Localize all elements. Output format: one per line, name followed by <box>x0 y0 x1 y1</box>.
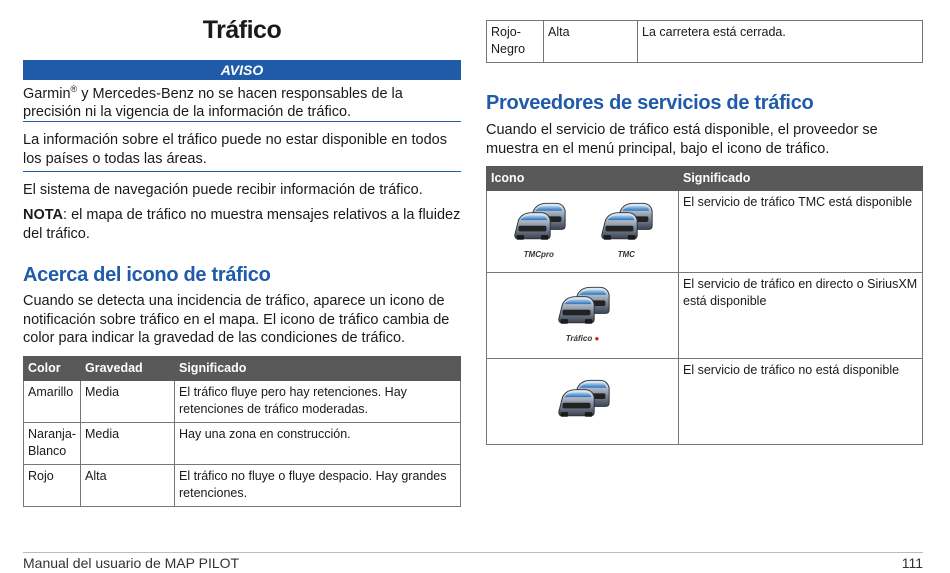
live-badge-icon: ● <box>594 333 600 343</box>
header-meaning: Significado <box>679 167 923 191</box>
table-row <box>487 273 923 359</box>
note-text: : el mapa de tráfico no muestra mensajes relativos a la fluidez del tráfico. <box>23 207 461 242</box>
providers-section-heading: Proveedores de servicios de tráfico <box>486 92 814 114</box>
notice-brand: Garmin <box>23 85 71 102</box>
notice-heading: AVISO <box>23 60 461 80</box>
trafico-live-car-icon <box>555 285 611 347</box>
table-cell: Naranja-Blanco <box>24 423 81 465</box>
header-icon: Icono <box>487 167 679 191</box>
table-cell: Amarillo <box>24 381 81 423</box>
table-cell: El servicio de tráfico no está disponible <box>679 359 923 445</box>
table-header-row <box>24 357 461 381</box>
table-header-row <box>487 167 923 191</box>
table-row <box>24 465 461 507</box>
availability-rule <box>23 171 461 172</box>
icon-cell <box>487 359 679 445</box>
table-cell: Alta <box>544 21 638 63</box>
providers-table <box>486 166 923 445</box>
table-cell: Media <box>81 381 175 423</box>
table-cell: Media <box>81 423 175 465</box>
page-title: Tráfico <box>202 16 282 44</box>
icon-section-heading: Acerca del icono de tráfico <box>23 264 271 286</box>
table-row <box>487 359 923 445</box>
icon-cell <box>487 191 679 273</box>
table-cell: Alta <box>81 465 175 507</box>
header-severity: Gravedad <box>81 357 175 381</box>
notice-body: y Mercedes-Benz no se hacen responsables de la precisión ni la vigencia de la información de tráfico. <box>23 85 403 121</box>
icon-caption: Tráfico ● <box>565 333 600 343</box>
header-color: Color <box>24 357 81 381</box>
table-row <box>487 21 923 63</box>
table-cell: El servicio de tráfico TMC está disponible <box>679 191 923 273</box>
severity-table <box>23 356 461 507</box>
page-number: 111 <box>901 555 923 571</box>
table-cell: El servicio de tráfico en directo o SiriusXM está disponible <box>679 273 923 359</box>
no-traffic-car-icon <box>555 378 611 425</box>
icon-caption: TMCpro <box>523 249 554 259</box>
tmc-pro-car-icon <box>511 201 567 263</box>
table-cell: La carretera está cerrada. <box>638 21 923 63</box>
icon-cell <box>487 273 679 359</box>
table-row <box>24 381 461 423</box>
receive-paragraph: El sistema de navegación puede recibir información de tráfico. <box>23 182 423 198</box>
table-cell: Rojo-Negro <box>487 21 544 63</box>
availability-paragraph: La información sobre el tráfico puede no estar disponible en todos los países o todas las áreas. <box>23 132 447 167</box>
header-meaning: Significado <box>175 357 461 381</box>
notice-text <box>23 80 461 122</box>
registered-mark: ® <box>70 84 78 94</box>
table-row <box>487 191 923 273</box>
tmc-car-icon <box>598 201 654 263</box>
table-cell: Hay una zona en construcción. <box>175 423 461 465</box>
table-cell: El tráfico fluye pero hay retenciones. Hay retenciones de tráfico moderadas. <box>175 381 461 423</box>
icon-caption: TMC <box>617 249 635 259</box>
table-cell: El tráfico no fluye o fluye despacio. Hay grandes retenciones. <box>175 465 461 507</box>
table-row <box>24 423 461 465</box>
note-paragraph <box>23 206 461 243</box>
icon-section-text: Cuando se detecta una incidencia de tráfico, aparece un icono de notificación sobre tráfico en el mapa. El icono de tráfico cambia de color para indicar la gravedad de las condiciones de tráfico. <box>23 293 450 346</box>
providers-section-text: Cuando el servicio de tráfico está disponible, el proveedor se muestra en el menú principal, bajo el icono de tráfico. <box>486 122 878 157</box>
note-label: NOTA <box>23 207 64 223</box>
table-cell: Rojo <box>24 465 81 507</box>
footer-manual-title: Manual del usuario de MAP PILOT <box>23 555 240 571</box>
severity-table-continued <box>486 20 923 63</box>
footer-rule <box>23 552 923 553</box>
notice-rule <box>23 121 461 122</box>
